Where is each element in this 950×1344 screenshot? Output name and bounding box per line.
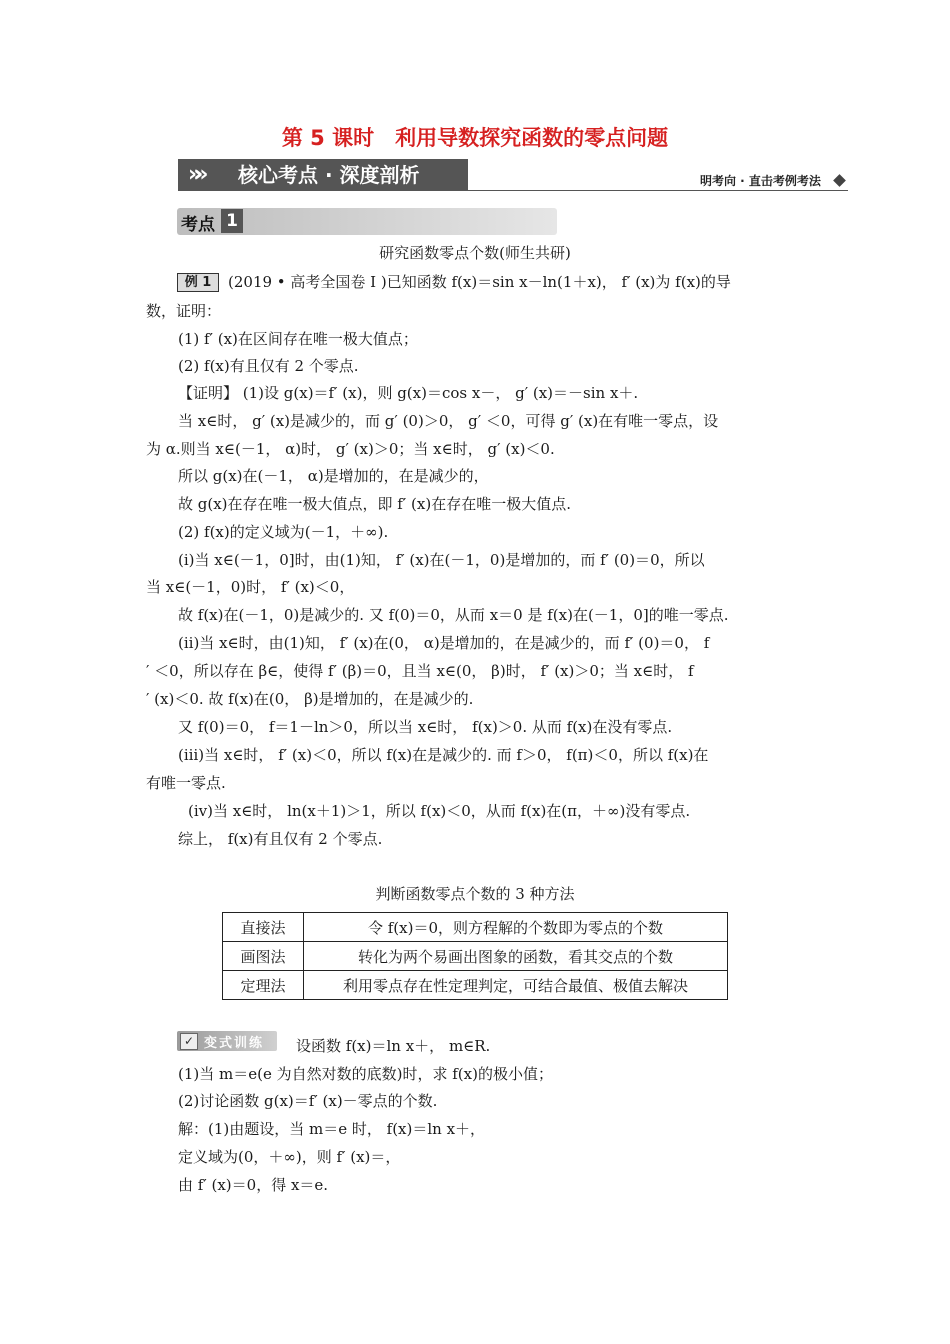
practice-line: (2)讨论函数 g(x)＝f′ (x)－零点的个数.: [178, 1092, 438, 1110]
proof-line: 当 x∈(－1，0)时， f′ (x)＜0，: [146, 578, 355, 596]
kaodian-number: 1: [221, 209, 243, 233]
example-line: (1) f′ (x)在区间存在唯一极大值点；: [178, 330, 418, 348]
kaodian-subtitle: 研究函数零点个数(师生共研): [379, 244, 571, 262]
practice-line: (1)当 m＝e(e 为自然对数的底数)时，求 f(x)的极小值；: [178, 1065, 553, 1083]
diamond-icon: [833, 174, 846, 187]
kaodian-label: 考点: [181, 215, 215, 235]
proof-line: 有唯一零点.: [146, 774, 226, 792]
proof-line: 所以 g(x)在(－1， α)是增加的，在是减少的，: [178, 467, 489, 485]
proof-line: (2) f(x)的定义域为(－1，＋∞).: [178, 523, 389, 541]
example-line: (2019 • 高考全国卷 Ⅰ )已知函数 f(x)＝sin x－ln(1＋x)， f′ (x)为 f(x)的导: [228, 273, 731, 291]
table-row: [223, 942, 728, 971]
proof-line: 综上， f(x)有且仅有 2 个零点.: [178, 830, 383, 848]
proof-line: (ⅲ)当 x∈时， f′ (x)＜0，所以 f(x)在是减少的. 而 f＞0， f(π)＜0，所以 f(x)在: [178, 746, 709, 764]
method-desc: 利用零点存在性定理判定，可结合最值、极值去解决: [304, 971, 728, 1000]
proof-line: (ⅰ)当 x∈(－1，0]时，由(1)知， f′ (x)在(－1，0)是增加的，而 f′ (0)＝0，所以: [178, 551, 705, 569]
method-name: 直接法: [223, 913, 304, 942]
proof-line: 当 x∈时， g′ (x)是减少的，而 g′ (0)＞0， g′ ＜0，可得 g′ (x)在有唯一零点，设: [178, 412, 719, 430]
table-row: [223, 971, 728, 1000]
method-name: 画图法: [223, 942, 304, 971]
banner-right-text: 明考向 · 直击考例考法: [700, 174, 821, 188]
proof-line: 【证明】 (1)设 g(x)＝f′ (x)，则 g(x)＝cos x－， g′ (x)＝－sin x＋.: [178, 384, 639, 402]
example-line: (2) f(x)有且仅有 2 个零点.: [178, 357, 359, 375]
methods-table: [222, 912, 728, 1000]
proof-line: ′ (x)＜0. 故 f(x)在(0， β)是增加的，在是减少的.: [146, 690, 474, 708]
practice-line: 解：(1)由题设，当 m＝e 时， f(x)＝ln x＋，: [178, 1120, 486, 1138]
method-name: 定理法: [223, 971, 304, 1000]
example-badge: 例 1: [177, 273, 219, 292]
chevron-icon: »»: [188, 162, 201, 187]
example-line: 数，证明：: [146, 302, 222, 320]
check-icon: ✓: [180, 1033, 198, 1050]
section-banner: [178, 159, 468, 191]
proof-line: 故 g(x)在存在唯一极大值点，即 f′ (x)在存在唯一极大值点.: [178, 495, 571, 513]
practice-line: 由 f′ (x)＝0，得 x＝e.: [178, 1176, 329, 1194]
banner-divider: [468, 190, 848, 191]
practice-line: 设函数 f(x)＝ln x＋， m∈R.: [296, 1037, 491, 1055]
practice-line: 定义域为(0，＋∞)，则 f′ (x)＝，: [178, 1148, 401, 1166]
proof-line: 故 f(x)在(－1，0)是减少的. 又 f(0)＝0，从而 x＝0 是 f(x)在(－1，0]的唯一零点.: [178, 606, 729, 624]
practice-badge-text: 变式训练: [204, 1036, 265, 1051]
methods-caption: 判断函数零点个数的 3 种方法: [375, 885, 575, 903]
proof-line: 又 f(0)＝0， f＝1－ln＞0，所以当 x∈时， f(x)＞0. 从而 f(x)在没有零点.: [178, 718, 673, 736]
method-desc: 令 f(x)＝0，则方程解的个数即为零点的个数: [304, 913, 728, 942]
proof-line: (ⅱ)当 x∈时，由(1)知， f′ (x)在(0， α)是增加的，在是减少的，而 f′ (0)＝0， f: [178, 634, 710, 652]
page-title: 第 5 课时 利用导数探究函数的零点问题: [281, 126, 669, 150]
proof-line: 为 α.则当 x∈(－1， α)时， g′ (x)＞0；当 x∈时， g′ (x)＜0.: [146, 440, 555, 458]
banner-text: 核心考点 · 深度剖析: [238, 163, 420, 187]
method-desc: 转化为两个易画出图象的函数，看其交点的个数: [304, 942, 728, 971]
proof-line: (ⅳ)当 x∈时， ln(x＋1)＞1，所以 f(x)＜0，从而 f(x)在(π，＋∞)没有零点.: [188, 802, 691, 820]
proof-line: ′ ＜0，所以存在 β∈，使得 f′ (β)＝0，且当 x∈(0， β)时， f′ (x)＞0；当 x∈时， f: [146, 662, 694, 680]
table-row: [223, 913, 728, 942]
